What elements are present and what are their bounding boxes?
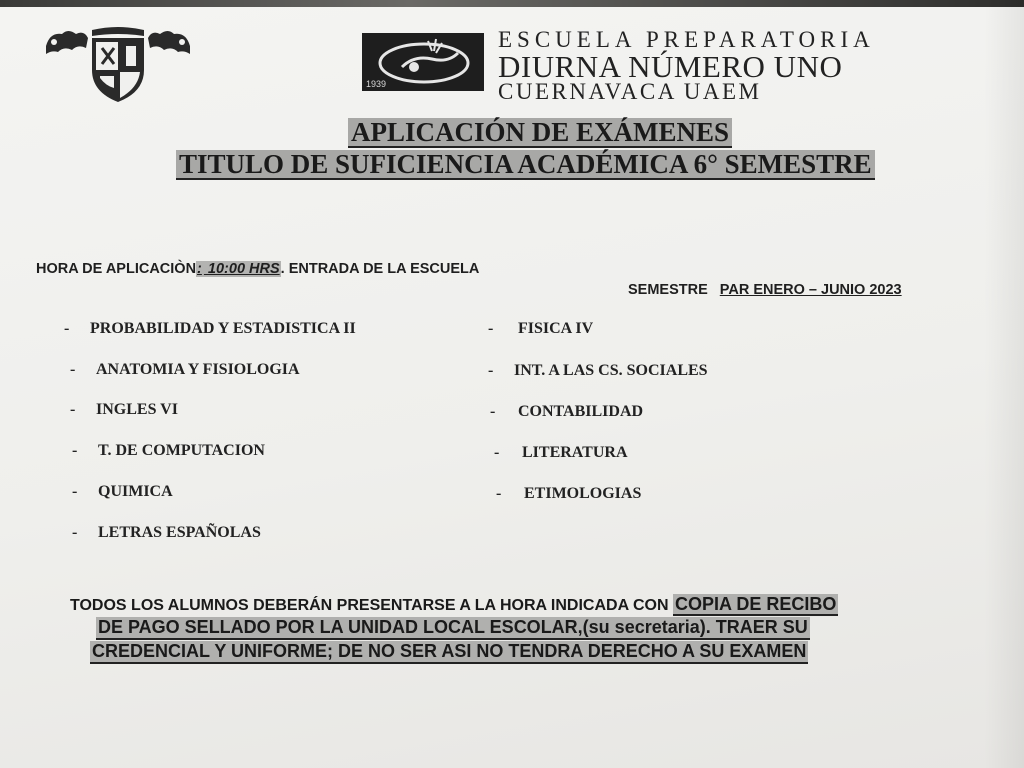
- semester-label: SEMESTRE: [628, 282, 708, 298]
- subject-item: [490, 403, 643, 421]
- subject-label: QUIMICA: [98, 483, 173, 500]
- subject-item: [72, 442, 265, 460]
- bullet-dash: -: [494, 444, 500, 461]
- subject-label: ETIMOLOGIAS: [524, 485, 642, 502]
- semester-line: [628, 282, 902, 298]
- bullet-dash: -: [72, 524, 78, 541]
- subject-label: CONTABILIDAD: [518, 403, 644, 420]
- exam-time-line: [36, 261, 479, 277]
- bullet-dash: -: [72, 442, 78, 459]
- logo-year: 1939: [366, 79, 387, 89]
- bullet-dash: -: [490, 403, 496, 420]
- exam-time-suffix: . ENTRADA DE LA ESCUELA: [280, 261, 480, 277]
- paper-shadow: [984, 0, 1024, 768]
- bullet-dash: -: [70, 401, 76, 418]
- subject-label: INT. A LAS CS. SOCIALES: [514, 362, 708, 379]
- document-title: APLICACIÓN DE EXÁMENES: [348, 118, 732, 148]
- exam-time-colon: :: [197, 261, 202, 277]
- school-name-line3: CUERNAVACA UAEM: [498, 79, 762, 104]
- school-name: [498, 28, 958, 103]
- subject-item: [494, 444, 628, 462]
- bullet-dash: -: [70, 361, 76, 378]
- subject-label: PROBABILIDAD Y ESTADISTICA II: [90, 320, 356, 337]
- bullet-dash: -: [64, 320, 70, 337]
- notice-line2: DE PAGO SELLADO POR LA UNIDAD LOCAL ESCOLAR,(su secretaria). TRAER SU: [96, 617, 810, 640]
- subject-item: [72, 524, 261, 542]
- notice-line3: CREDENCIAL Y UNIFORME; DE NO SER ASI NO TENDRA DERECHO A SU EXAMEN: [90, 641, 808, 664]
- subject-label: INGLES VI: [96, 401, 178, 418]
- subject-item: [64, 320, 356, 338]
- bullet-dash: -: [72, 483, 78, 500]
- school-crest-icon: [44, 26, 192, 104]
- notice-line1-text: TODOS LOS ALUMNOS DEBERÁN PRESENTARSE A LA HORA INDICADA CON: [70, 597, 673, 614]
- subject-item: [70, 401, 178, 419]
- notice-line1-highlight: COPIA DE RECIBO: [674, 594, 837, 614]
- subject-item: [72, 483, 173, 501]
- subject-item: [488, 320, 593, 338]
- school-name-line1: ESCUELA PREPARATORIA: [498, 27, 875, 52]
- subject-label: FISICA IV: [518, 320, 594, 337]
- notice-line1: [70, 594, 838, 615]
- subject-label: LETRAS ESPAÑOLAS: [98, 524, 261, 541]
- subject-item: [70, 361, 300, 379]
- exam-time-prefix: HORA DE APLICACIÒN: [36, 261, 197, 277]
- bullet-dash: -: [496, 485, 502, 502]
- semester-value: PAR ENERO – JUNIO 2023: [719, 282, 902, 298]
- background-edge: [0, 0, 1024, 7]
- subject-label: T. DE COMPUTACION: [98, 442, 265, 459]
- subject-item: [488, 362, 708, 380]
- subject-label: ANATOMIA Y FISIOLOGIA: [96, 361, 300, 378]
- school-logo: [362, 33, 484, 91]
- document-subtitle: TITULO DE SUFICIENCIA ACADÉMICA 6° SEMESTRE: [176, 150, 875, 180]
- subject-label: LITERATURA: [522, 444, 628, 461]
- bullet-dash: -: [488, 320, 494, 337]
- school-name-line2: DIURNA NÚMERO UNO: [498, 49, 843, 84]
- bullet-dash: -: [488, 362, 494, 379]
- subject-item: [496, 485, 641, 503]
- exam-time-value: 10:00 HRS: [203, 261, 280, 277]
